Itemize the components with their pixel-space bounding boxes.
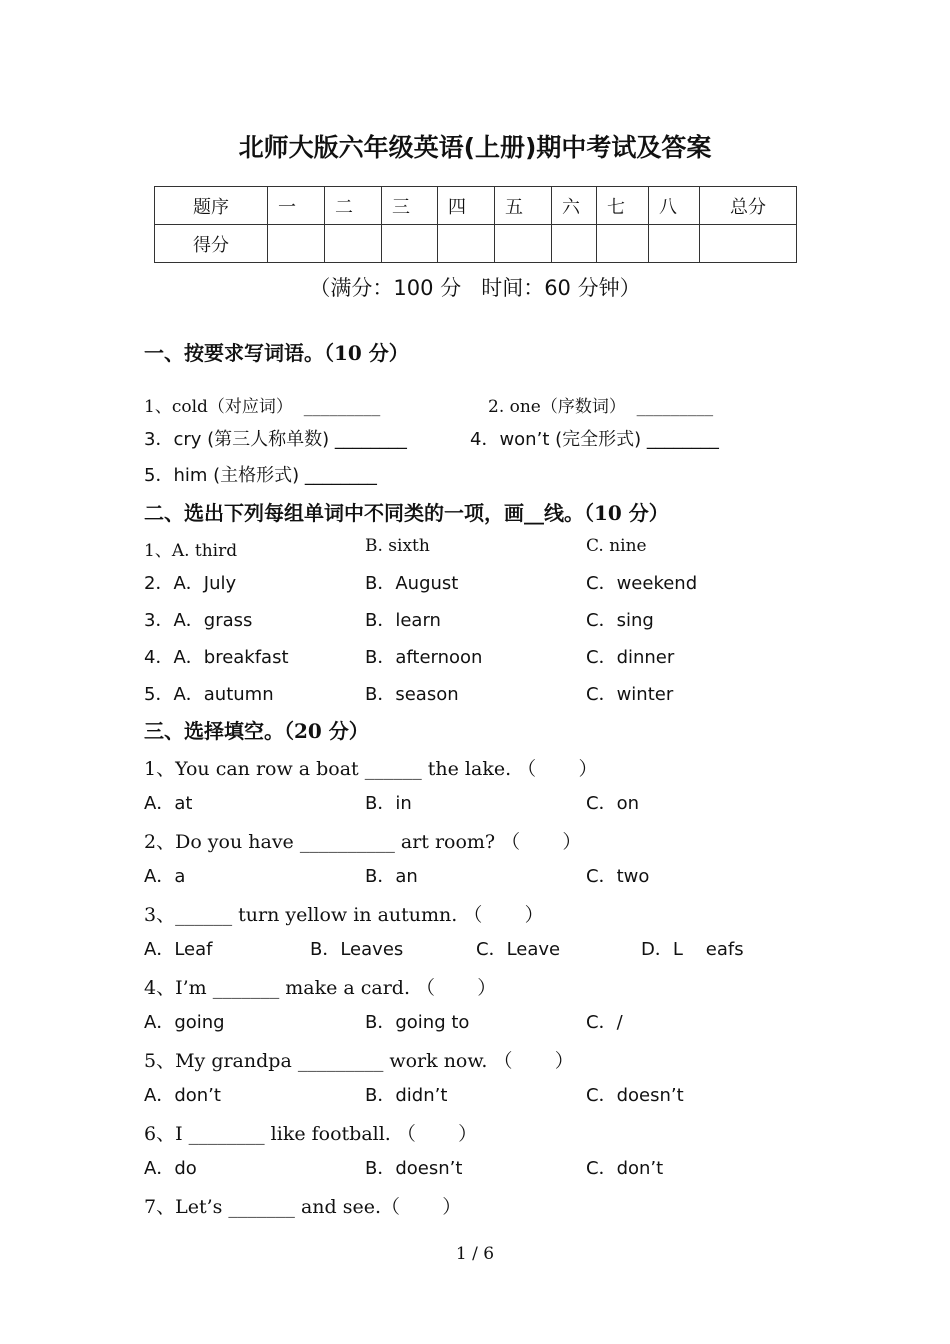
answer-option: C．doesn’t xyxy=(586,1085,684,1106)
question-stem: 3、______ turn yellow in autumn. （ ） xyxy=(144,904,544,926)
answer-option: B．an xyxy=(365,866,418,887)
score-header-cell: 总分 xyxy=(700,187,797,225)
answer-option: A．at xyxy=(144,793,193,814)
question-stem: 6、I ________ like football. （ ） xyxy=(144,1123,478,1145)
section1-item: 3．cry (第三人称单数) ________ xyxy=(144,429,407,450)
answer-option: A．a xyxy=(144,866,186,887)
answer-option: A．don’t xyxy=(144,1085,221,1106)
answer-option: B．going to xyxy=(365,1012,470,1033)
section2-title: 二、选出下列每组单词中不同类的一项，画__线。（10 分） xyxy=(144,501,669,525)
question-stem: 1、You can row a boat ______ the lake. （ ） xyxy=(144,758,598,780)
score-row-label: 得分 xyxy=(155,225,268,263)
score-cell[interactable] xyxy=(382,225,438,263)
score-header-cell: 八 xyxy=(649,187,700,225)
page-number: 1 / 6 xyxy=(455,1244,495,1264)
score-cell[interactable] xyxy=(325,225,382,263)
section2-option: 3．A．grass xyxy=(144,610,253,631)
answer-option: B．Leaves xyxy=(310,939,404,960)
answer-option: C．two xyxy=(586,866,650,887)
score-table-header-row xyxy=(155,187,797,225)
score-header-cell: 五 xyxy=(495,187,552,225)
score-header-cell: 三 xyxy=(382,187,438,225)
answer-option: A．going xyxy=(144,1012,225,1033)
section2-option: B．learn xyxy=(365,610,441,631)
answer-option: C．Leave xyxy=(476,939,561,960)
score-cell[interactable] xyxy=(700,225,797,263)
question-stem: 7、Let’s _______ and see.（ ） xyxy=(144,1196,462,1218)
answer-option: A．Leaf xyxy=(144,939,213,960)
score-header-cell: 七 xyxy=(597,187,649,225)
section2-option: C．winter xyxy=(586,684,674,705)
answer-option: D．L eafs xyxy=(641,939,744,960)
section2-option: B．afternoon xyxy=(365,647,483,668)
section2-option: 2．A．July xyxy=(144,573,237,594)
score-cell[interactable] xyxy=(495,225,552,263)
section2-option: C．dinner xyxy=(586,647,675,668)
section1-item: 4．won’t (完全形式) ________ xyxy=(470,429,719,450)
score-header-cell: 六 xyxy=(552,187,597,225)
answer-option: C．on xyxy=(586,793,639,814)
score-cell[interactable] xyxy=(438,225,495,263)
section2-option: C. nine xyxy=(586,536,647,556)
question-stem: 4、I’m _______ make a card. （ ） xyxy=(144,977,497,999)
score-header-cell: 二 xyxy=(325,187,382,225)
score-table xyxy=(154,186,797,263)
question-stem: 2、Do you have __________ art room? （ ） xyxy=(144,831,582,853)
section2-option: B. sixth xyxy=(365,536,430,556)
page-title: 北师大版六年级英语(上册)期中考试及答案 xyxy=(238,133,712,162)
score-cell[interactable] xyxy=(552,225,597,263)
score-header-cell: 一 xyxy=(268,187,325,225)
section1-item: 5．him (主格形式) ________ xyxy=(144,465,377,486)
answer-option: C．/ xyxy=(586,1012,623,1033)
score-header-cell: 题序 xyxy=(155,187,268,225)
score-cell[interactable] xyxy=(268,225,325,263)
answer-option: A．do xyxy=(144,1158,197,1179)
section1-item: 2. one（序数词） _________ xyxy=(488,397,714,417)
section2-option: 5．A．autumn xyxy=(144,684,274,705)
exam-info: （满分：100 分 时间：60 分钟） xyxy=(309,276,641,300)
section2-option: C．weekend xyxy=(586,573,698,594)
section2-option: C．sing xyxy=(586,610,654,631)
score-cell[interactable] xyxy=(597,225,649,263)
answer-option: B．in xyxy=(365,793,412,814)
section1-title: 一、按要求写词语。（10 分） xyxy=(144,341,409,365)
answer-option: B．doesn’t xyxy=(365,1158,463,1179)
section2-option: B．August xyxy=(365,573,459,594)
section2-option: 1、A. third xyxy=(144,541,238,561)
answer-option: C．don’t xyxy=(586,1158,664,1179)
score-cell[interactable] xyxy=(649,225,700,263)
answer-option: B．didn’t xyxy=(365,1085,448,1106)
section1-item: 1、cold（对应词） _________ xyxy=(144,397,381,417)
section2-option: 4．A．breakfast xyxy=(144,647,289,668)
section3-title: 三、选择填空。（20 分） xyxy=(144,719,369,743)
question-stem: 5、My grandpa _________ work now. （ ） xyxy=(144,1050,574,1072)
score-header-cell: 四 xyxy=(438,187,495,225)
section2-option: B．season xyxy=(365,684,459,705)
score-table-score-row xyxy=(155,225,797,263)
